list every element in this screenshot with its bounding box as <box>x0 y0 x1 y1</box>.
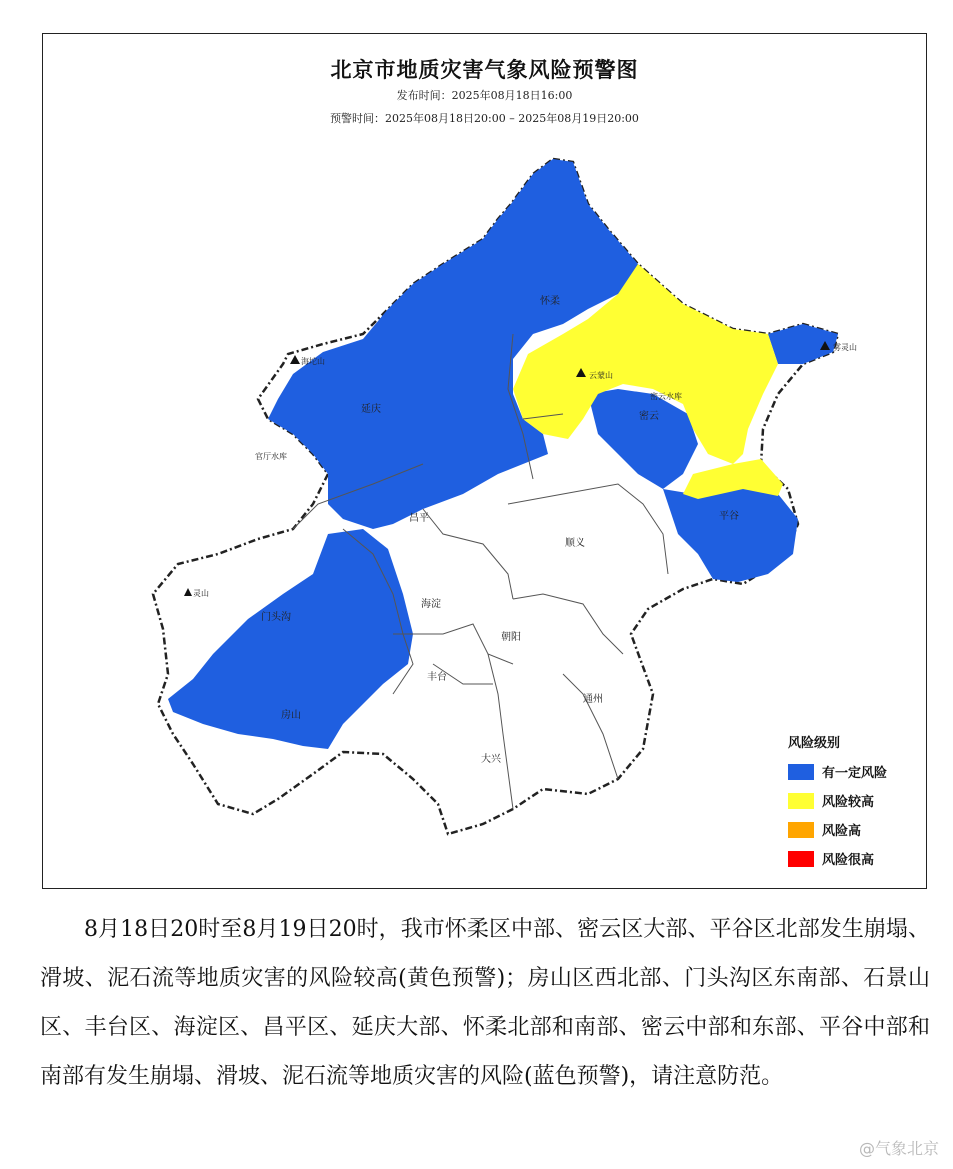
district-label-shunyi: 顺义 <box>565 538 585 549</box>
feature-label-lingshan: 灵山 <box>193 589 209 598</box>
district-label-daxing: 大兴 <box>481 754 501 765</box>
map-title: 北京市地质灾害气象风险预警图 <box>330 57 639 82</box>
district-label-yanqing: 延庆 <box>361 404 381 415</box>
feature-label-yunmengshan: 云蒙山 <box>589 371 613 380</box>
valid-time: 预警时间：2025年08月18日20:00 – 2025年08月19日20:00 <box>330 112 639 125</box>
legend-swatch <box>788 764 814 780</box>
warning-bulletin-text: 8月18日20时至8月19日20时，我市怀柔区中部、密云区大部、平谷区北部发生崩塌、滑坡、泥石流等地质灾害的风险较高(黄色预警)；房山区西北部、门头沟区东南部、石景山区、丰台区、海淀区、昌平区、延庆大部、怀柔北部和南部、密云中部和东部、平谷中部和南部有发生崩塌、滑坡、泥石流等地质灾害的风险(蓝色预警)，请注意防范。 <box>40 917 930 1089</box>
district-label-fengtai: 丰台 <box>427 672 447 683</box>
feature-label-miyun-reservoir: 密云水库 <box>650 392 682 401</box>
district-label-huairou: 怀柔 <box>540 296 560 307</box>
district-label-pinggu: 平谷 <box>719 511 739 522</box>
feature-label-haituoshan: 海坨山 <box>301 357 325 366</box>
risk-map-panel <box>42 33 927 889</box>
district-label-miyun: 密云 <box>639 411 659 422</box>
legend-item-high <box>788 815 923 844</box>
legend-swatch <box>788 851 814 867</box>
feature-label-guanting: 官厅水库 <box>255 452 287 461</box>
district-label-tongzhou: 通州 <box>583 694 603 705</box>
legend-swatch <box>788 822 814 838</box>
legend-item-very-high <box>788 844 923 873</box>
legend-swatch <box>788 793 814 809</box>
district-label-chaoyang: 朝阳 <box>501 632 521 643</box>
legend-label: 风险较高 <box>822 795 875 810</box>
legend-item-low <box>788 757 923 786</box>
legend-label: 风险很高 <box>822 853 875 868</box>
weibo-watermark: @气象北京 <box>858 1139 939 1158</box>
legend-title: 风险级别 <box>788 736 841 751</box>
district-label-fangshan: 房山 <box>281 710 301 721</box>
feature-label-wulingshan: 雾灵山 <box>833 343 857 352</box>
issue-time: 发布时间：2025年08月18日16:00 <box>396 89 573 102</box>
district-label-mentougou: 门头沟 <box>261 612 291 623</box>
legend-item-elevated <box>788 786 923 815</box>
district-label-haidian: 海淀 <box>421 599 441 610</box>
district-label-changping: 昌平 <box>409 513 429 524</box>
risk-legend <box>788 732 923 873</box>
legend-label: 有一定风险 <box>822 766 888 781</box>
legend-label: 风险高 <box>822 824 862 839</box>
